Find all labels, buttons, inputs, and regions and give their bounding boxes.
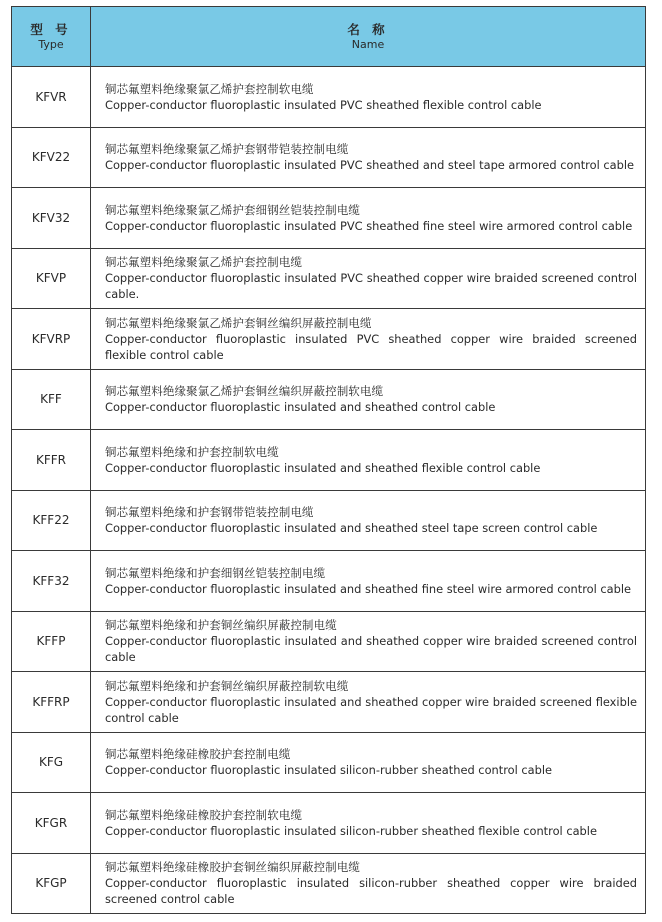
table-row bbox=[12, 491, 645, 552]
type-cell: KFF22 bbox=[12, 491, 91, 551]
name-cell bbox=[91, 67, 645, 127]
name-cn: 铜芯氟塑料绝缘聚氯乙烯护套铜丝编织屏蔽控制电缆 bbox=[105, 315, 372, 330]
table-row bbox=[12, 128, 645, 189]
name-cn: 铜芯氟塑料绝缘和护套铜丝编织屏蔽控制电缆 bbox=[105, 618, 337, 633]
type-cell: KFGR bbox=[12, 793, 91, 853]
name-column-header bbox=[91, 7, 645, 66]
name-header-en: Name bbox=[351, 37, 385, 51]
name-en: Copper-conductor fluoroplastic insulated PVC sheathed flexible control cable bbox=[105, 97, 542, 112]
name-cell bbox=[91, 854, 645, 914]
type-cell: KFF32 bbox=[12, 551, 91, 611]
type-column-header bbox=[12, 7, 91, 66]
table-row bbox=[12, 370, 645, 431]
name-en: Copper-conductor fluoroplastic insulated PVC sheathed copper wire braided screened control cable. bbox=[105, 271, 637, 302]
table-row bbox=[12, 612, 645, 673]
name-cn: 铜芯氟塑料绝缘和护套细钢丝铠装控制电缆 bbox=[105, 565, 326, 580]
name-cn: 铜芯氟塑料绝缘硅橡胶护套铜丝编织屏蔽控制电缆 bbox=[105, 860, 360, 875]
name-en: Copper-conductor fluoroplastic insulated and sheathed steel tape screen control cable bbox=[105, 521, 598, 536]
name-en: Copper-conductor fluoroplastic insulated silicon-rubber sheathed flexible control cable bbox=[105, 823, 597, 838]
table-row bbox=[12, 672, 645, 733]
table-row bbox=[12, 309, 645, 370]
name-en: Copper-conductor fluoroplastic insulated PVC sheathed and steel tape armored control cable bbox=[105, 158, 635, 173]
type-cell: KFV22 bbox=[12, 128, 91, 188]
name-cell bbox=[91, 733, 645, 793]
name-cn: 铜芯氟塑料绝缘聚氯乙烯护套控制软电缆 bbox=[105, 81, 314, 96]
table-row bbox=[12, 733, 645, 794]
name-en: Copper-conductor fluoroplastic insulated and sheathed control cable bbox=[105, 400, 496, 415]
name-cn: 铜芯氟塑料绝缘聚氯乙烯护套细钢丝铠装控制电缆 bbox=[105, 202, 360, 217]
name-en: Copper-conductor fluoroplastic insulated PVC sheathed fine steel wire armored control cable bbox=[105, 218, 633, 233]
table-row bbox=[12, 793, 645, 854]
type-cell: KFG bbox=[12, 733, 91, 793]
name-cell bbox=[91, 309, 645, 369]
name-cn: 铜芯氟塑料绝缘硅橡胶护套控制软电缆 bbox=[105, 807, 303, 822]
name-cn: 铜芯氟塑料绝缘聚氯乙烯护套铜丝编织屏蔽控制软电缆 bbox=[105, 384, 384, 399]
type-cell: KFVRP bbox=[12, 309, 91, 369]
name-cn: 铜芯氟塑料绝缘和护套控制软电缆 bbox=[105, 444, 279, 459]
name-cell bbox=[91, 188, 645, 248]
name-cn: 铜芯氟塑料绝缘和护套钢带铠装控制电缆 bbox=[105, 505, 314, 520]
name-en: Copper-conductor fluoroplastic insulated silicon-rubber sheathed copper wire braided screened control cable bbox=[105, 876, 637, 907]
name-header-cn: 名 称 bbox=[347, 21, 389, 37]
name-cell bbox=[91, 793, 645, 853]
name-en: Copper-conductor fluoroplastic insulated and sheathed fine steel wire armored control cable bbox=[105, 581, 632, 596]
table-row bbox=[12, 249, 645, 310]
table-header bbox=[12, 7, 645, 67]
name-cn: 铜芯氟塑料绝缘和护套铜丝编织屏蔽控制软电缆 bbox=[105, 678, 349, 693]
name-cn: 铜芯氟塑料绝缘聚氯乙烯护套钢带铠装控制电缆 bbox=[105, 142, 349, 157]
type-cell: KFF bbox=[12, 370, 91, 430]
name-en: Copper-conductor fluoroplastic insulated and sheathed copper wire braided screened flexible control cable bbox=[105, 694, 637, 725]
type-cell: KFFR bbox=[12, 430, 91, 490]
name-cell bbox=[91, 128, 645, 188]
name-cell bbox=[91, 612, 645, 672]
table-row bbox=[12, 67, 645, 128]
name-cn: 铜芯氟塑料绝缘聚氯乙烯护套控制电缆 bbox=[105, 255, 303, 270]
name-en: Copper-conductor fluoroplastic insulated and sheathed copper wire braided screened control cable bbox=[105, 634, 637, 665]
table-row bbox=[12, 430, 645, 491]
type-cell: KFVR bbox=[12, 67, 91, 127]
type-cell: KFFP bbox=[12, 612, 91, 672]
name-en: Copper-conductor fluoroplastic insulated silicon-rubber sheathed control cable bbox=[105, 763, 553, 778]
type-cell: KFGP bbox=[12, 854, 91, 914]
table-row bbox=[12, 551, 645, 612]
name-cell bbox=[91, 551, 645, 611]
name-cn: 铜芯氟塑料绝缘硅橡胶护套控制电缆 bbox=[105, 747, 291, 762]
name-cell bbox=[91, 491, 645, 551]
type-header-cn: 型 号 bbox=[30, 21, 72, 37]
cable-type-table bbox=[11, 6, 646, 914]
table-row bbox=[12, 188, 645, 249]
name-cell bbox=[91, 249, 645, 309]
table-row bbox=[12, 854, 645, 914]
name-cell bbox=[91, 430, 645, 490]
name-en: Copper-conductor fluoroplastic insulated PVC sheathed copper wire braided screened flexible control cable bbox=[105, 331, 637, 362]
name-cell bbox=[91, 672, 645, 732]
name-cell bbox=[91, 370, 645, 430]
type-cell: KFFRP bbox=[12, 672, 91, 732]
type-cell: KFV32 bbox=[12, 188, 91, 248]
name-en: Copper-conductor fluoroplastic insulated and sheathed flexible control cable bbox=[105, 460, 541, 475]
type-cell: KFVP bbox=[12, 249, 91, 309]
type-header-en: Type bbox=[38, 37, 64, 51]
table-body bbox=[12, 67, 645, 913]
